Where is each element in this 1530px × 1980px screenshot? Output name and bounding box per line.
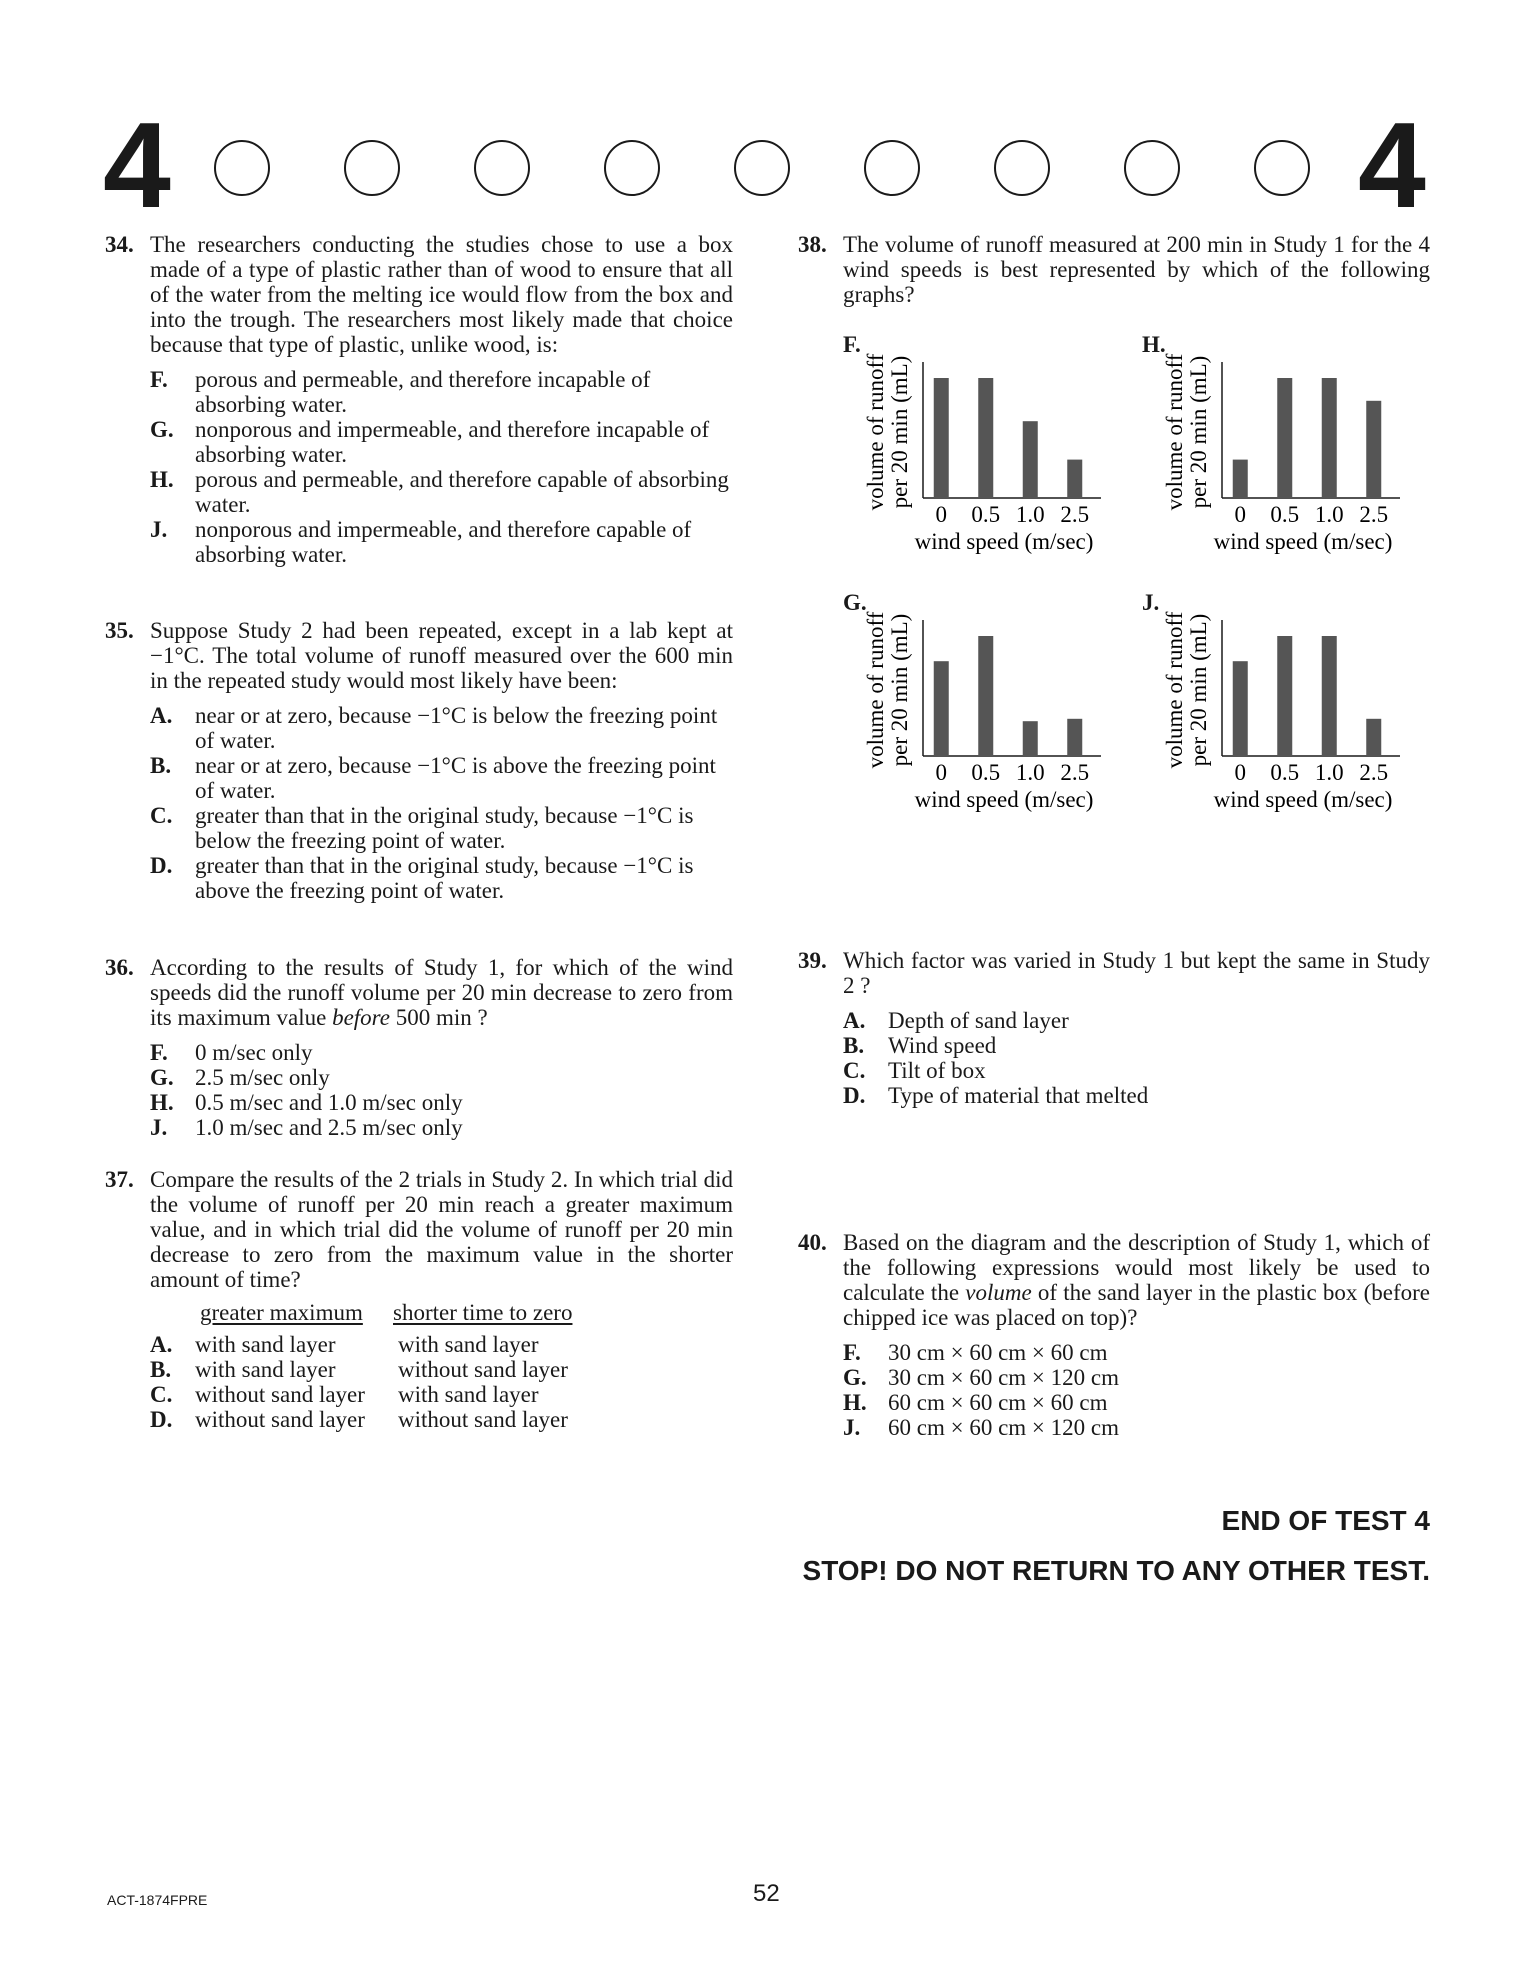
answer-option-a[interactable]: A. with sand layer with sand layer [150,1332,539,1357]
x-axis-label: wind speed (m/sec) [914,529,1094,554]
section-number-right: 4 [1358,97,1426,233]
bar [934,378,949,498]
bar-chart [1142,588,1442,823]
section-number-left: 4 [103,97,171,233]
y-axis-label: volume of runoff [1162,353,1187,511]
y-axis-label: volume of runoff [863,611,888,769]
bar [1233,460,1248,498]
header-circle [1124,140,1180,196]
bar [1067,719,1082,756]
question-34 [105,232,733,567]
header-circle [734,140,790,196]
answer-option-c[interactable]: C. greater than that in the original study, because −1°C is below the freezing point of water. [150,803,694,853]
answer-option-a[interactable]: A. Depth of sand layer [843,1008,1069,1033]
column-header-greater-maximum: greater maximum [200,1300,363,1325]
bar [1322,378,1337,498]
question-stem: According to the results of Study 1, for which of the wind speeds did the runoff volume per 20 min decrease to zero from its maximum value before 500 min ? [150,955,733,1030]
question-40 [798,1230,1430,1440]
question-number: 35. [105,618,134,643]
end-of-test-label: END OF TEST 4 [1221,1505,1430,1536]
header-circle [344,140,400,196]
bar [1233,661,1248,756]
header-circle [994,140,1050,196]
answer-option-j[interactable]: J. 1.0 m/sec and 2.5 m/sec only [150,1115,463,1140]
answer-option-b[interactable]: B. near or at zero, because −1°C is above the freezing point of water. [150,753,716,803]
answer-option-h[interactable]: H. 60 cm × 60 cm × 60 cm [843,1390,1108,1415]
x-tick-label: 1.0 [1314,760,1344,785]
x-tick-label: 2.5 [1359,502,1389,527]
question-number: 37. [105,1167,134,1192]
question-39 [798,948,1430,1108]
x-tick-label: 1.0 [1314,502,1344,527]
question-36 [105,955,733,1140]
question-38 [798,232,1430,307]
y-axis-label: per 20 min (mL) [1186,355,1211,509]
question-35 [105,618,733,903]
answer-option-b[interactable]: B. Wind speed [843,1033,997,1058]
x-tick-label: 0.5 [1270,502,1300,527]
header-circle [474,140,530,196]
answer-option-j[interactable]: J. nonporous and impermeable, and therefore capable of absorbing water. [150,517,692,567]
x-tick-label: 2.5 [1060,502,1090,527]
y-axis-label: per 20 min (mL) [1186,613,1211,767]
bar-chart [843,588,1143,823]
answer-option-a[interactable]: A. near or at zero, because −1°C is below the freezing point of water. [150,703,718,753]
y-axis-label: per 20 min (mL) [887,355,912,509]
answer-options [150,1040,733,1140]
header-circle [864,140,920,196]
stop-notice: STOP! DO NOT RETURN TO ANY OTHER TEST. [802,1555,1430,1586]
question-stem: The volume of runoff measured at 200 min in Study 1 for the 4 wind speeds is best represented by which of the following graphs? [843,232,1430,307]
header-circle [214,140,270,196]
x-axis-label: wind speed (m/sec) [1213,787,1393,812]
x-tick-label: 0.5 [971,502,1001,527]
x-tick-label: 2.5 [1060,760,1090,785]
page-number: 52 [753,1880,780,1907]
x-tick-label: 0 [1234,502,1246,527]
question-37 [105,1167,733,1432]
answer-option-g[interactable]: G. 30 cm × 60 cm × 120 cm [843,1365,1119,1390]
answer-option-d[interactable]: D. greater than that in the original study, because −1°C is above the freezing point of water. [150,853,694,903]
header-circle [1254,140,1310,196]
answer-option-g[interactable]: G. 2.5 m/sec only [150,1065,330,1090]
question-stem: The researchers conducting the studies chose to use a box made of a type of plastic rather than of wood to ensure that all of the water from the melting ice would flow from the box and into the trough. The researchers most likely made that choice because that type of plastic, unlike wood, is: [150,232,733,357]
question-stem: Suppose Study 2 had been repeated, except in a lab kept at −1°C. The total volume of runoff measured over the 600 min in the repeated study would most likely have been: [150,618,733,693]
answer-option-h[interactable]: H. 0.5 m/sec and 1.0 m/sec only [150,1090,463,1115]
answer-table [150,1300,733,1432]
form-code: ACT-1874FPRE [107,1892,208,1908]
bar [1277,378,1292,498]
answer-option-j[interactable]: J. 60 cm × 60 cm × 120 cm [843,1415,1119,1440]
x-axis-label: wind speed (m/sec) [914,787,1094,812]
answer-options [843,1340,1430,1440]
bar [1366,401,1381,498]
bar [1277,636,1292,756]
x-axis-label: wind speed (m/sec) [1213,529,1393,554]
answer-option-b[interactable]: B. with sand layer without sand layer [150,1357,568,1382]
question-stem: Which factor was varied in Study 1 but kept the same in Study 2 ? [843,948,1430,998]
answer-option-f[interactable]: F. porous and permeable, and therefore incapable of absorbing water. [150,367,651,417]
header-circle [604,140,660,196]
bar [1067,460,1082,498]
bar [1322,636,1337,756]
bar-chart [843,330,1143,565]
x-tick-label: 0 [1234,760,1246,785]
x-tick-label: 0 [935,502,947,527]
question-stem: Based on the diagram and the description of Study 1, which of the following expressions would most likely be used to calculate the volume of the sand layer in the plastic box (before chipped ice was placed on top)? [843,1230,1430,1330]
column-header-shorter-time: shorter time to zero [393,1300,573,1325]
answer-option-f[interactable]: F. 0 m/sec only [150,1040,313,1065]
y-axis-label: volume of runoff [863,353,888,511]
answer-option-d[interactable]: D. Type of material that melted [843,1083,1149,1108]
answer-options [150,703,733,903]
y-axis-label: per 20 min (mL) [887,613,912,767]
answer-option-c[interactable]: C. without sand layer with sand layer [150,1382,539,1407]
y-axis-label: volume of runoff [1162,611,1187,769]
x-tick-label: 0.5 [971,760,1001,785]
bar-chart [1142,330,1442,565]
question-number: 36. [105,955,134,980]
answer-options [150,367,733,567]
x-tick-label: 0 [935,760,947,785]
bar [1023,421,1038,498]
question-number: 34. [105,232,134,257]
bar [978,636,993,756]
x-tick-label: 1.0 [1015,502,1045,527]
x-tick-label: 0.5 [1270,760,1300,785]
answer-options [843,1008,1430,1108]
x-tick-label: 1.0 [1015,760,1045,785]
bar [934,661,949,756]
answer-option-f[interactable]: F. 30 cm × 60 cm × 60 cm [843,1340,1108,1365]
bar [1366,719,1381,756]
question-number: 40. [798,1230,827,1255]
answer-option-c[interactable]: C. Tilt of box [843,1058,986,1083]
answer-option-d[interactable]: D. without sand layer without sand layer [150,1407,568,1432]
question-number: 39. [798,948,827,973]
question-number: 38. [798,232,827,257]
x-tick-label: 2.5 [1359,760,1389,785]
answer-option-h[interactable]: H. porous and permeable, and therefore capable of absorbing water. [150,467,729,517]
answer-option-g[interactable]: G. nonporous and impermeable, and therefore incapable of absorbing water. [150,417,710,467]
bar [978,378,993,498]
bar [1023,721,1038,756]
answer-table-header [150,1300,733,1332]
question-stem: Compare the results of the 2 trials in Study 2. In which trial did the volume of runoff per 20 min reach a greater maximum value, and in which trial did the volume of runoff per 20 min decrease to zero from the maximum value in the shorter amount of time? [150,1167,733,1292]
